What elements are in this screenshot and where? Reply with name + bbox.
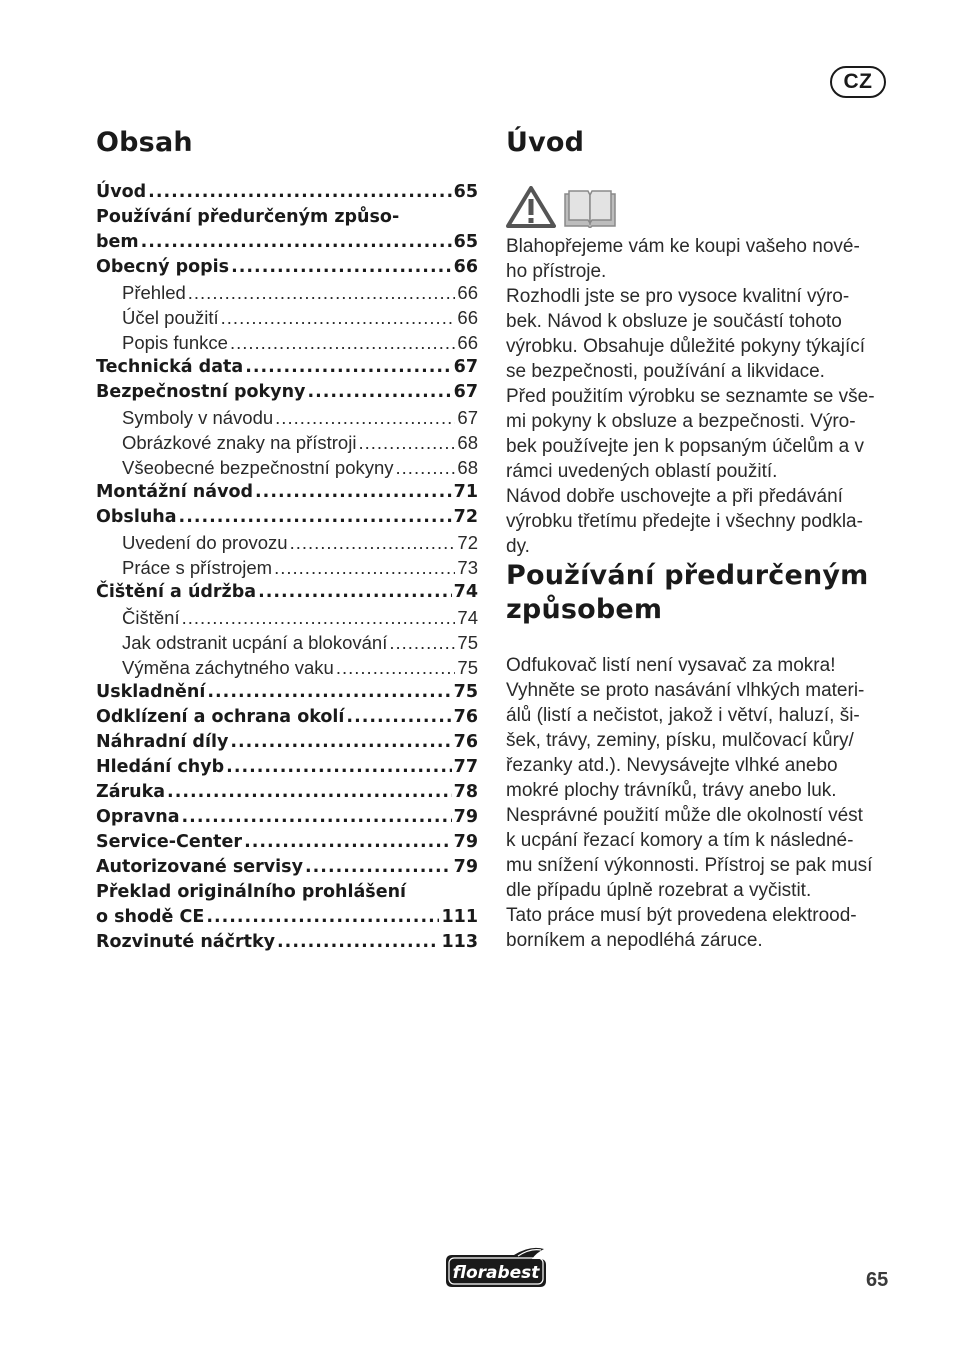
toc-leader-dots: [182, 805, 452, 830]
toc-entry: [96, 805, 478, 830]
toc-leader-dots: [389, 630, 455, 655]
toc-leader-dots: [148, 180, 451, 205]
toc-entry: [96, 830, 478, 855]
toc-leader-dots: [258, 580, 452, 605]
toc-entry: [96, 880, 478, 905]
toc-leader-dots: [182, 605, 456, 630]
toc-leader-dots: [206, 905, 439, 930]
toc-entry: [96, 380, 478, 405]
toc-entry-page: 67: [453, 357, 478, 377]
toc-entry-label: Rozvinuté náčrtky: [96, 932, 276, 952]
toc-entry-label: Symboly v návodu: [122, 407, 274, 428]
intro-text: [506, 234, 898, 559]
toc-leader-dots: [274, 555, 455, 580]
toc-leader-dots: [230, 730, 451, 755]
toc-entry-label: Uvedení do provozu: [122, 532, 288, 553]
toc-entry-page: 74: [453, 582, 478, 602]
toc-entry-label: Technická data: [96, 357, 244, 377]
page-number: 65: [866, 1269, 889, 1291]
toc-entry-label: Záruka: [96, 782, 166, 802]
text-line: Tato práce musí být provedena elektrood-: [506, 905, 857, 926]
toc-entry: [96, 555, 478, 580]
toc-leader-dots: [207, 680, 451, 705]
toc-entry-label: Opravna: [96, 807, 180, 827]
toc-entry: [96, 580, 478, 605]
toc-entry-label: Obecný popis: [96, 257, 230, 277]
toc-entry-label: Obsluha: [96, 507, 177, 527]
toc-leader-dots: [275, 405, 455, 430]
toc-entry-label: Přehled: [122, 282, 186, 303]
toc-entry-label: Používání předurčeným způso-: [96, 207, 400, 227]
toc-entry-label: Účel použití: [122, 307, 219, 328]
toc-entry: [96, 730, 478, 755]
manual-book-icon: [562, 188, 618, 228]
toc-entry-label: Popis funkce: [122, 332, 228, 353]
toc-leader-dots: [358, 430, 455, 455]
toc-entry: [96, 855, 478, 880]
toc-leader-dots: [245, 355, 451, 380]
toc-entry-page: 68: [457, 457, 478, 478]
toc-leader-dots: [244, 830, 452, 855]
toc-entry: [96, 630, 478, 655]
toc-entry-page: 75: [457, 657, 478, 678]
toc-leader-dots: [305, 855, 452, 880]
toc-entry-label: Obrázkové znaky na přístroji: [122, 432, 357, 453]
toc-entry-label: Uskladnění: [96, 682, 206, 702]
toc-entry-page: 66: [457, 332, 478, 353]
florabest-logo: [440, 1247, 550, 1289]
toc-entry-page: 67: [457, 407, 478, 428]
text-line: se bezpečnosti, používání a likvidace.: [506, 361, 825, 382]
toc-entry-page: 67: [453, 382, 478, 402]
toc-entry-label: o shodě CE: [96, 907, 205, 927]
text-line: Rozhodli jste se pro vysoce kvalitní výro-: [506, 286, 850, 307]
toc-entry-page: 66: [453, 257, 478, 277]
brand-text: florabest: [452, 1263, 540, 1283]
toc-entry-label: Úvod: [96, 182, 147, 202]
text-line: mu snížení výkonnosti. Přístroj se pak musí: [506, 855, 873, 876]
toc-entry-label: Hledání chyb: [96, 757, 225, 777]
toc-entry-page: 79: [453, 832, 478, 852]
language-badge: CZ: [830, 66, 886, 98]
text-line: šek, trávy, zeminy, písku, mulčovací kůry/: [506, 730, 854, 751]
toc-leader-dots: [307, 380, 451, 405]
toc-entry-page: 71: [453, 482, 478, 502]
toc-entry-page: 76: [453, 732, 478, 752]
toc-entry-page: 74: [457, 607, 478, 628]
toc-entry-page: 65: [453, 182, 478, 202]
toc-entry-page: 72: [453, 507, 478, 527]
toc-entry-label: Čištění: [122, 607, 180, 628]
toc-entry-label: Bezpečnostní pokyny: [96, 382, 306, 402]
toc-entry: [96, 430, 478, 455]
toc-leader-dots: [396, 455, 456, 480]
toc-entry: [96, 905, 478, 930]
toc-entry-page: 65: [453, 232, 478, 252]
toc-entry: [96, 355, 478, 380]
toc-leader-dots: [179, 505, 452, 530]
intended-use-title-line2: způsobem: [506, 594, 663, 625]
toc-title: Obsah: [96, 127, 193, 158]
toc-entry: [96, 280, 478, 305]
text-line: k ucpání řezací komory a tím k následné-: [506, 830, 854, 851]
toc-entry-page: 68: [457, 432, 478, 453]
text-line: borníkem a nepodléhá záruce.: [506, 930, 763, 951]
toc-entry-page: 75: [457, 632, 478, 653]
text-line: ho přístroje.: [506, 261, 607, 282]
toc-entry: [96, 230, 478, 255]
text-line: rámci uvedených oblastí použití.: [506, 461, 778, 482]
toc-entry: [96, 755, 478, 780]
toc-list: [96, 180, 478, 955]
intended-use-text: [506, 653, 898, 953]
toc-leader-dots: [188, 280, 456, 305]
toc-entry: [96, 205, 478, 230]
text-line: výrobku. Obsahuje důležité pokyny týkající: [506, 336, 866, 357]
text-line: mi pokyny k obsluze a bezpečnosti. Výro-: [506, 411, 856, 432]
toc-leader-dots: [336, 655, 456, 680]
text-line: bek. Návod k obsluze je součástí tohoto: [506, 311, 842, 332]
toc-entry: [96, 455, 478, 480]
toc-leader-dots: [221, 305, 456, 330]
toc-entry: [96, 305, 478, 330]
toc-entry-page: 113: [441, 932, 478, 952]
toc-entry-page: 72: [457, 532, 478, 553]
toc-entry-page: 77: [453, 757, 478, 777]
toc-entry-page: 73: [457, 557, 478, 578]
toc-leader-dots: [167, 780, 452, 805]
toc-entry: [96, 505, 478, 530]
toc-leader-dots: [290, 530, 456, 555]
toc-entry: [96, 530, 478, 555]
toc-entry: [96, 655, 478, 680]
toc-entry-label: bem: [96, 232, 139, 252]
toc-entry-page: 78: [453, 782, 478, 802]
text-line: Blahopřejeme vám ke koupi vašeho nové-: [506, 236, 860, 257]
toc-entry-label: Jak odstranit ucpání a blokování: [122, 632, 388, 653]
toc-entry-page: 111: [441, 907, 478, 927]
toc-entry: [96, 705, 478, 730]
toc-entry: [96, 180, 478, 205]
toc-entry: [96, 605, 478, 630]
toc-leader-dots: [226, 755, 451, 780]
text-line: Nesprávné použití může dle okolností vést: [506, 805, 863, 826]
toc-entry-label: Autorizované servisy: [96, 857, 304, 877]
text-line: Před použitím výrobku se seznamte se vše-: [506, 386, 875, 407]
text-line: řezanky atd.). Nevysávejte vlhké anebo: [506, 755, 838, 776]
text-line: výrobku třetímu předejte i všechny podkla-: [506, 511, 863, 532]
toc-entry: [96, 405, 478, 430]
toc-entry: [96, 680, 478, 705]
toc-leader-dots: [277, 930, 439, 955]
toc-entry: [96, 330, 478, 355]
toc-entry-label: Překlad originálního prohlášení: [96, 882, 407, 902]
toc-entry: [96, 930, 478, 955]
right-column: [506, 126, 898, 953]
toc-entry-label: Výměna záchytného vaku: [122, 657, 334, 678]
toc-entry-label: Práce s přístrojem: [122, 557, 273, 578]
text-line: Odfukovač listí není vysavač za mokra!: [506, 655, 836, 676]
text-line: Návod dobře uschovejte a při předávání: [506, 486, 843, 507]
text-line: álů (listí a nečistot, jakož i větví, haluzí, ši-: [506, 705, 860, 726]
toc-entry-page: 66: [457, 282, 478, 303]
toc-entry: [96, 255, 478, 280]
toc-entry: [96, 780, 478, 805]
toc-entry: [96, 480, 478, 505]
toc-leader-dots: [230, 330, 455, 355]
warning-icon: [506, 186, 556, 228]
toc-entry-page: 79: [453, 857, 478, 877]
toc-entry-label: Odklízení a ochrana okolí: [96, 707, 345, 727]
text-line: dy.: [506, 536, 530, 557]
toc-entry-page: 75: [453, 682, 478, 702]
intended-use-title: [506, 559, 898, 627]
toc-entry-page: 79: [453, 807, 478, 827]
toc-leader-dots: [141, 230, 452, 255]
toc-leader-dots: [346, 705, 451, 730]
symbol-icons: [506, 184, 898, 228]
toc-entry-label: Service-Center: [96, 832, 243, 852]
text-line: Vyhněte se proto nasávání vlhkých materi-: [506, 680, 865, 701]
toc-entry-label: Čištění a údržba: [96, 582, 257, 602]
toc-leader-dots: [231, 255, 452, 280]
intro-title: Úvod: [506, 127, 585, 158]
toc-entry-page: 76: [453, 707, 478, 727]
toc-entry-label: Montážní návod: [96, 482, 254, 502]
toc-entry-label: Náhradní díly: [96, 732, 229, 752]
text-line: mokré plochy trávníků, trávy anebo luk.: [506, 780, 837, 801]
toc-leader-dots: [255, 480, 452, 505]
toc-entry-label: Všeobecné bezpečnostní pokyny: [122, 457, 394, 478]
text-line: dle případu úplně rozebrat a vyčistit.: [506, 880, 812, 901]
toc-entry-page: 66: [457, 307, 478, 328]
table-of-contents: [96, 126, 478, 955]
text-line: bek používejte jen k popsaným účelům a v: [506, 436, 865, 457]
intended-use-title-line1: Používání předurčeným: [506, 560, 869, 591]
